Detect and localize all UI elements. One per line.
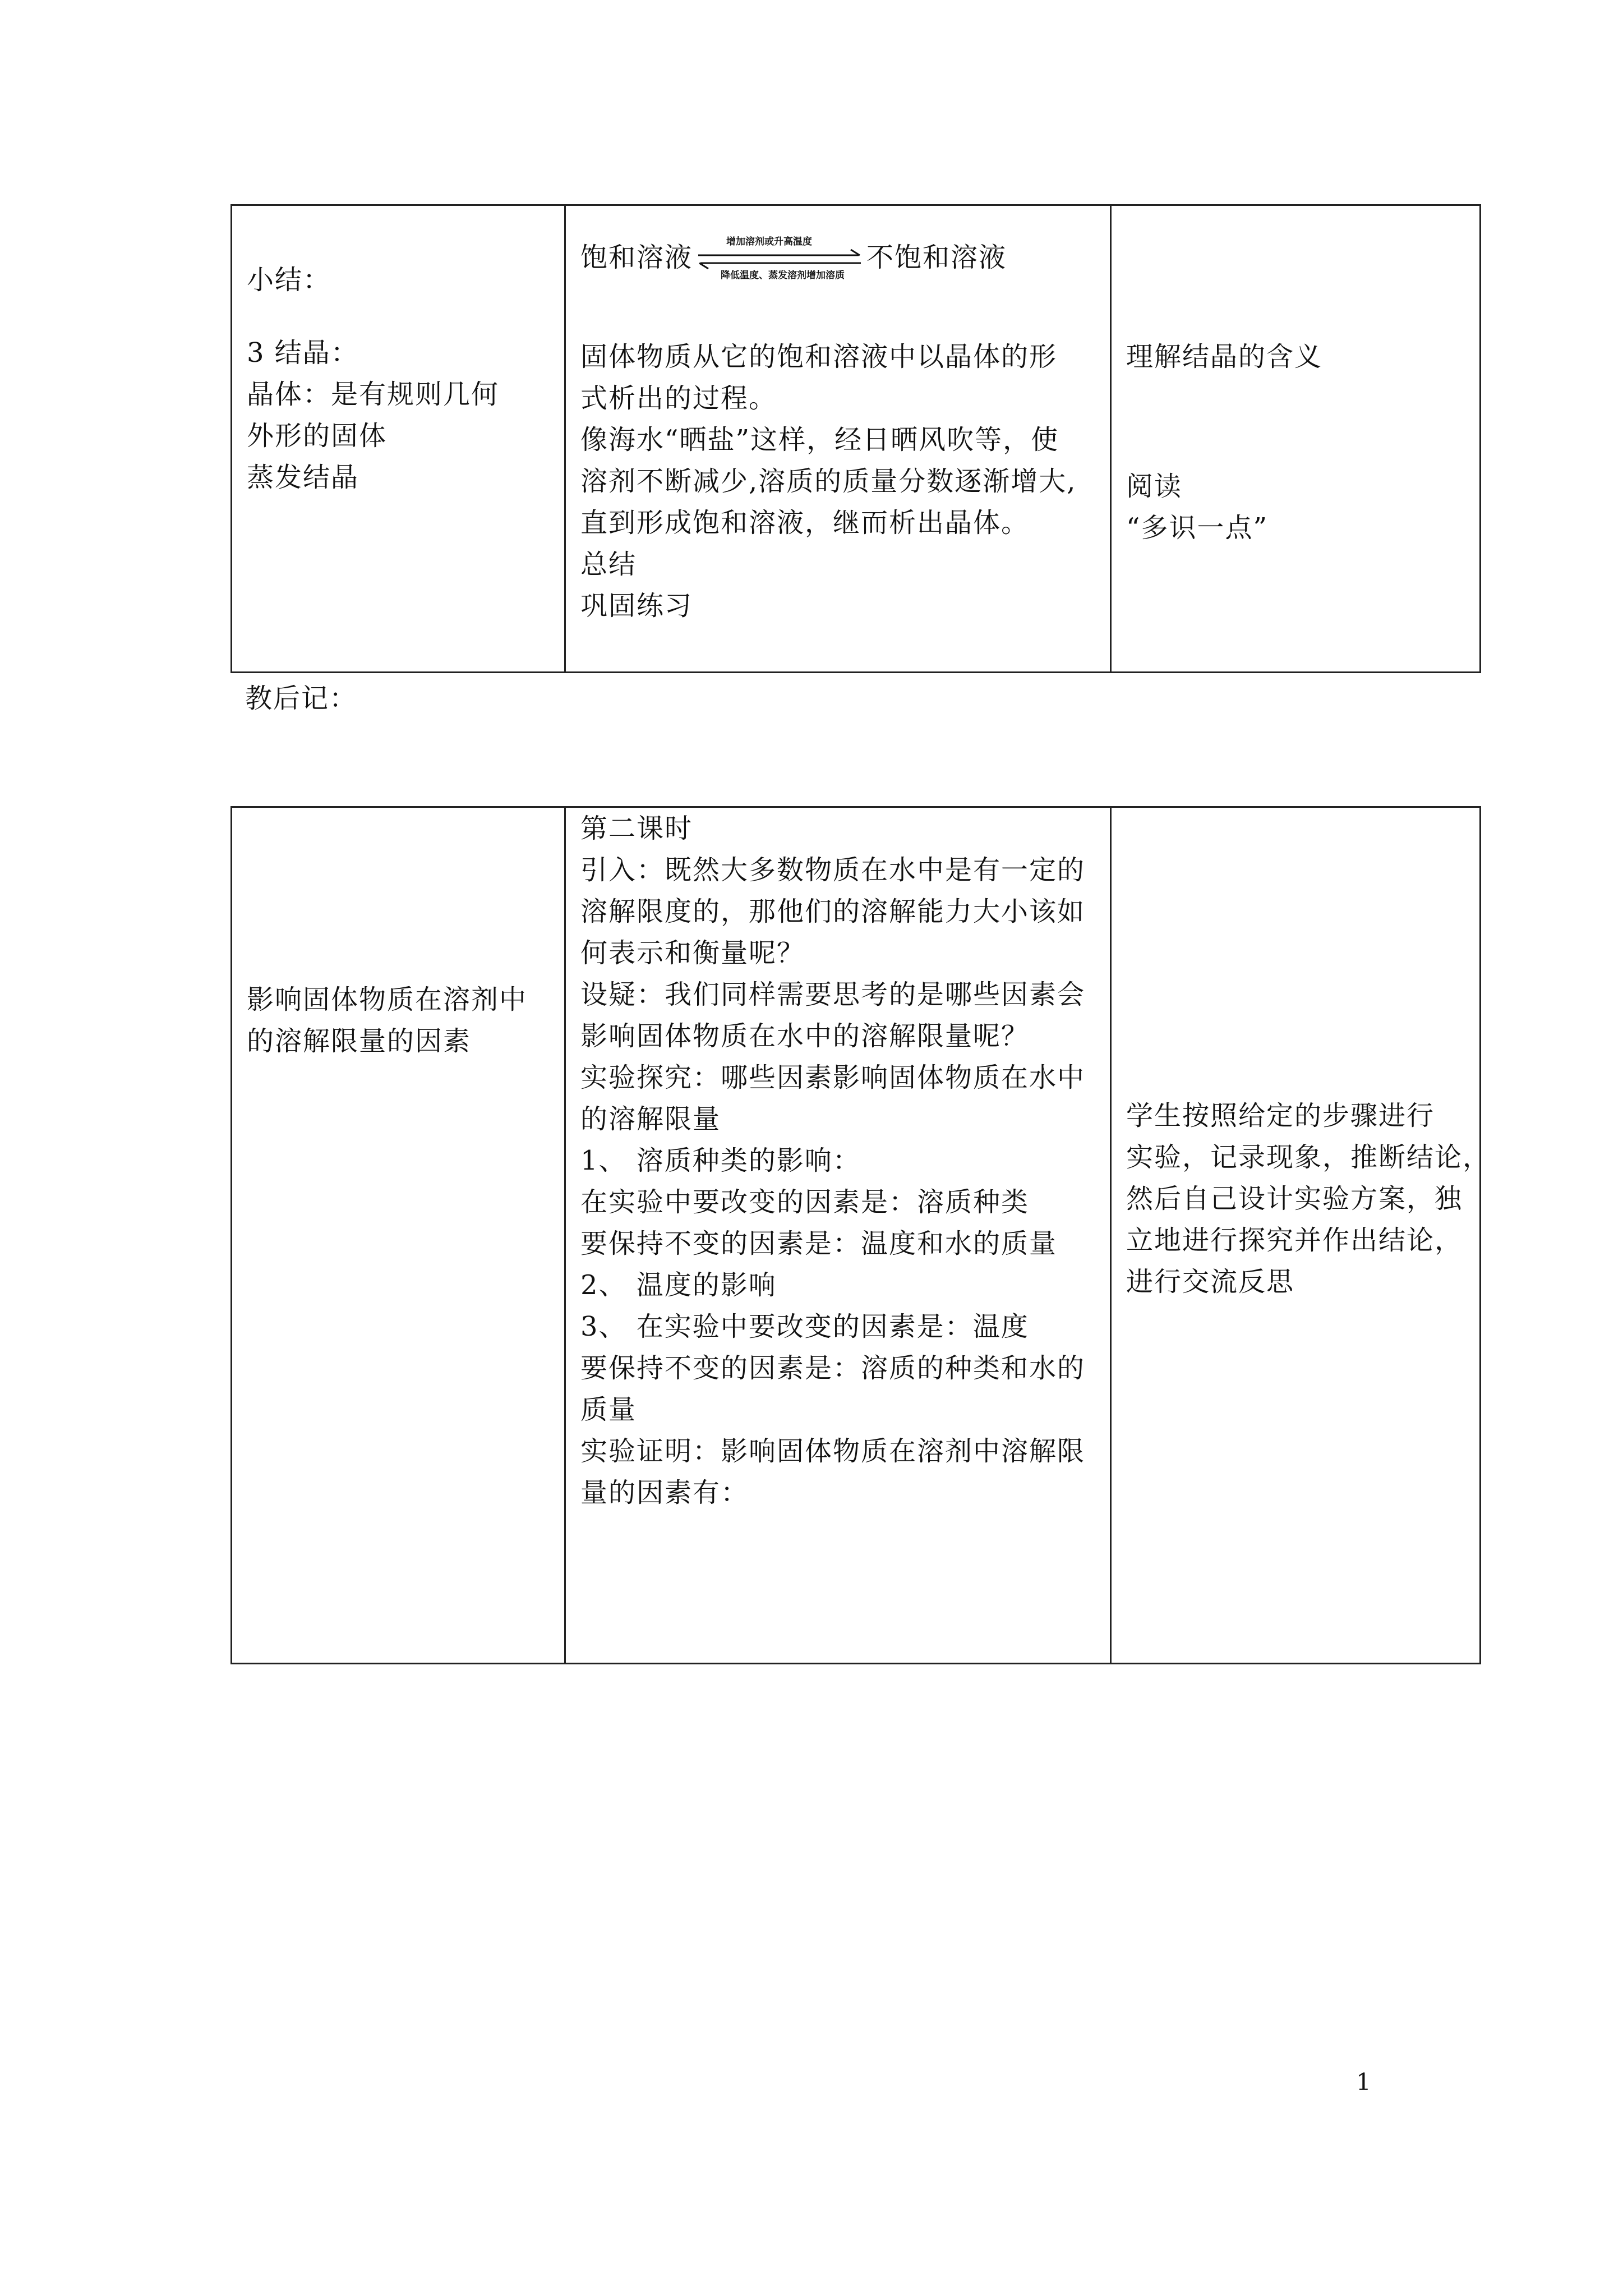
content-line: 像海水“晒盐”这样，经日晒风吹等，使 <box>580 424 1059 455</box>
summary-item: 总结 <box>580 549 637 580</box>
content-line: 何表示和衡量呢？ <box>580 937 805 969</box>
content-line: 3、 在实验中要改变的因素是：温度 <box>580 1311 1029 1342</box>
content-cell <box>565 205 1111 673</box>
evaporation-crystallization: 蒸发结晶 <box>247 462 359 493</box>
forward-condition: 增加溶剂或升高温度 <box>726 236 812 247</box>
topic-cell <box>232 205 565 673</box>
unsaturated-solution-label: 不饱和溶液 <box>866 242 1007 273</box>
practice-item: 巩固练习 <box>580 590 693 622</box>
content-line: 要保持不变的因素是：溶质的种类和水的 <box>580 1352 1086 1384</box>
content-line: 固体物质从它的饱和溶液中以晶体的形 <box>580 341 1058 372</box>
crystal-heading: 3 结晶： <box>247 337 359 369</box>
content-line: 1、 溶质种类的影响： <box>580 1145 861 1176</box>
crystal-topic <box>247 332 559 498</box>
content-line: 影响固体物质在水中的溶解限量呢？ <box>580 1020 1030 1052</box>
content-line: 在实验中要改变的因素是：溶质种类 <box>580 1186 1030 1218</box>
second-lesson-content <box>580 808 1104 1513</box>
topic-cell <box>232 807 565 1664</box>
understand-crystallization: 理解结晶的含义 <box>1126 341 1323 372</box>
content-line: 2、 温度的影响 <box>580 1269 777 1301</box>
content-line: 的溶解限量 <box>580 1103 721 1135</box>
reverse-condition: 降低温度、蒸发溶剂增加溶质 <box>721 270 845 281</box>
activity-line: 学生按照给定的步骤进行 <box>1126 1100 1435 1131</box>
content-line: 量的因素有： <box>580 1477 749 1508</box>
student-activity <box>1126 1095 1491 1303</box>
lesson-table-crystallization <box>230 204 1481 673</box>
read-label: 阅读 <box>1126 471 1183 502</box>
content-line: 设疑：我们同样需要思考的是哪些因素会 <box>580 979 1086 1010</box>
content-line: 引入：既然大多数物质在水中是有一定的 <box>580 854 1086 886</box>
read-topic: “多识一点” <box>1126 512 1269 544</box>
content-line: 实验探究：哪些因素影响固体物质在水中 <box>580 1062 1086 1093</box>
content-line: 实验证明：影响固体物质在溶剂中溶解限 <box>580 1435 1086 1467</box>
saturation-conversion-equation <box>580 224 1096 291</box>
content-line: 第二课时 <box>580 813 693 844</box>
activity-cell <box>1111 807 1491 1664</box>
reversible-arrow <box>693 224 866 291</box>
activity-cell <box>1111 205 1481 673</box>
crystallization-explanation <box>580 336 1104 627</box>
content-line: 溶剂不断减少,溶质的质量分数逐渐增大, <box>580 466 1077 497</box>
crystal-definition-line-2: 外形的固体 <box>247 420 388 452</box>
activity-line: 然后自己设计实验方案，独 <box>1126 1183 1463 1214</box>
content-line: 直到形成饱和溶液，继而析出晶体。 <box>580 507 1030 539</box>
crystal-definition-line-1: 晶体：是有规则几何 <box>247 379 500 410</box>
content-line: 式析出的过程。 <box>580 383 777 414</box>
topic-line: 影响固体物质在溶剂中 <box>247 984 528 1015</box>
reversible-arrow-icon <box>693 224 866 291</box>
page-number: 1 <box>1356 2068 1371 2096</box>
activity-line: 进行交流反思 <box>1126 1266 1295 1297</box>
content-line: 质量 <box>580 1394 637 1425</box>
lesson-table-solubility-factors <box>230 806 1491 1664</box>
activity-line: 实验，记录现象，推断结论， <box>1126 1142 1491 1173</box>
after-class-note: 教后记： <box>245 683 358 714</box>
content-cell <box>565 807 1111 1664</box>
activity-line: 立地进行探究并作出结论， <box>1126 1225 1463 1256</box>
content-line: 要保持不变的因素是：温度和水的质量 <box>580 1228 1058 1259</box>
summary-label: 小结： <box>247 264 331 296</box>
topic-line: 的溶解限量的因素 <box>247 1025 472 1057</box>
saturated-solution-label: 饱和溶液 <box>580 242 693 273</box>
content-line: 溶解限度的，那他们的溶解能力大小该如 <box>580 896 1086 927</box>
